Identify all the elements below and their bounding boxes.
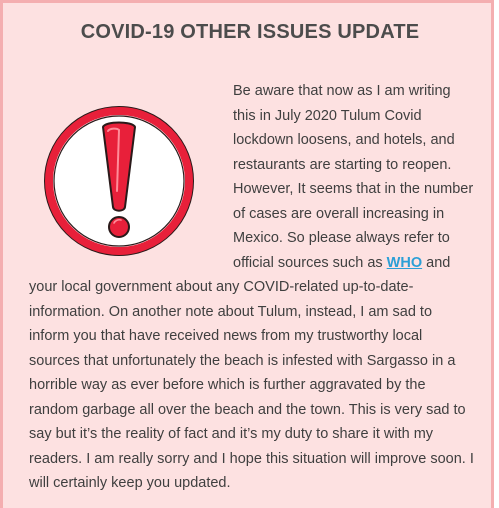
section-title: COVID-19 OTHER ISSUES UPDATE (80, 21, 420, 43)
icon-float-area (29, 79, 233, 271)
body-text-part-2: and your local government about any COVID-related up-to-date-information. On another note about Tulum, instead, I am sad to inform you that have received news from my trustworthy local sources that unfortunately the beach is infested with Sargasso in a horrible way as ever before which is further aggravated by the random garbage all over the beach and the town. This is very sad to say but it’s the reality of fact and it’s my duty to share it with my readers. I am really sorry and I hope this situation will improve soon. I will certainly keep you updated. (29, 254, 474, 491)
body-text-part-1: Be aware that now as I am writing this in July 2020 Tulum Covid lockdown loosens, and hotels, and restaurants are starting to reopen. However, It seems that in the number of cases are overall increasing in Mexico. So please always refer to official sources such as (233, 83, 474, 271)
article-body (29, 79, 475, 496)
who-link[interactable]: WHO (386, 254, 423, 271)
